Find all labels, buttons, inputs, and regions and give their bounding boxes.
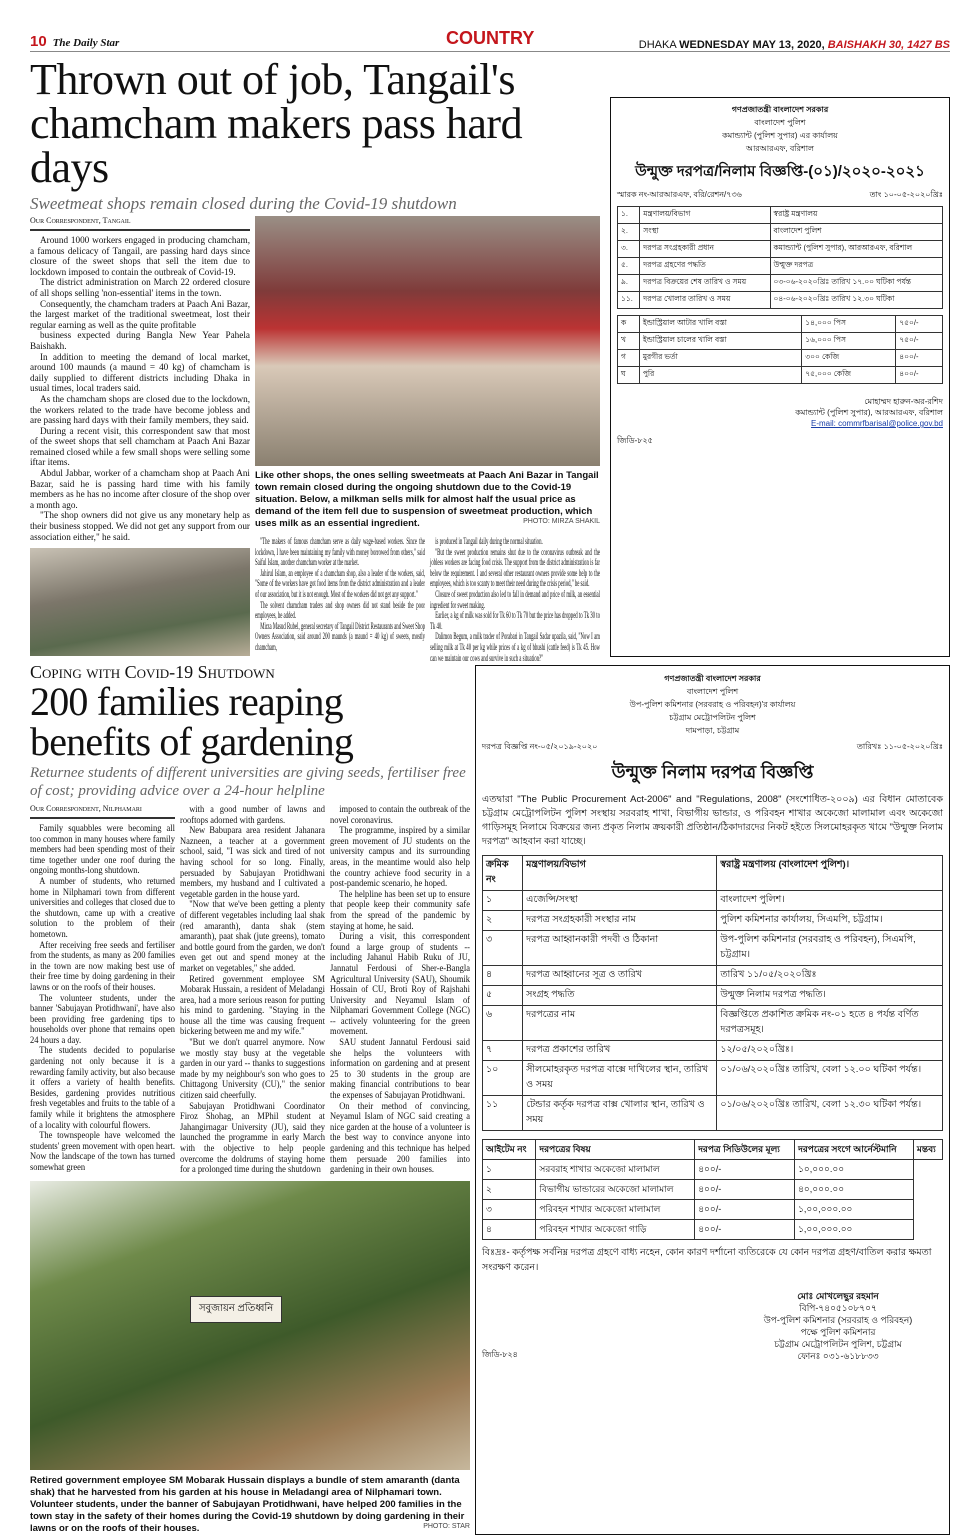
table-cell: ১০ (483, 1061, 523, 1096)
paragraph: New Babupara area resident Jahanara Nazneen, a teacher at a government school, said, "I was sick and tired of not having school for so long. Finally, persuaded by Sabujayan Protidhwani members, my husband and I cultivated a vegetable garden in the house yard. (180, 825, 325, 899)
paragraph: The programme, inspired by a similar green movement of JU students on the university campus and its surrounding areas, in the meantime would also help the country achieve food security in a post-pandemic scenario, he hoped. (330, 825, 470, 889)
ad1-email[interactable]: E-mail: commrfbarisal@police.gov.bd (810, 419, 943, 428)
article2-headline: 200 families reaping benefits of gardening (30, 679, 354, 764)
table-cell: পরিবহন শাখার অকেজো মালামাল (536, 1200, 695, 1220)
section-title: COUNTRY (440, 28, 540, 49)
ad1-signer: মোহাম্মদ হারুন-অর-রশিদ (864, 397, 943, 406)
ad2-signature (733, 1290, 943, 1362)
table-cell: দরপত্রের নাম (523, 1006, 717, 1041)
table-cell: বিভাগীয় ভান্ডারের অকেজো মালামাল (536, 1180, 695, 1200)
notice-line: বাংলাদেশ পুলিশ (686, 687, 739, 696)
notice-line: বাংলাদেশ পুলিশ (754, 118, 806, 127)
signature-line: উপ-পুলিশ কমিশনার (সরবরাহ ও পরিবহন) (763, 1315, 913, 1325)
paragraph: Sabujayan Protidhwani Coordinator Firoz Shohag, an MPhil student at Jahangirnagar University (JU), said they launched the programme in early March with the objective to help people overcome the doldrums of staying home for a prolonged time during the shutdown (180, 1100, 325, 1175)
table-row (618, 224, 943, 241)
paragraph: The townspeople have welcomed the students' green movement with open heart. Now the landscape of the town has turned somewhat green (30, 1130, 175, 1172)
paragraph: After receiving free seeds and fertiliser from the students, as many as 200 families in the town are now making best use of their free time by doing gardening in their lawns or on the roofs of their houses. (30, 939, 175, 992)
table-cell: ০৪-০৬-২০২০খ্রিঃ তারিখ ১২.৩০ ঘটিকা (770, 292, 942, 309)
table-cell: ১,০০,০০০.০০ (795, 1220, 914, 1240)
paragraph: The volunteer students, under the banner 'Sabujayan Protidhwani', have also been providing free gardening tips to households over phone that remains open 24 hours a day. (30, 992, 175, 1045)
dateline: DHAKA WEDNESDAY MAY 13, 2020, BAISHAKH 30, 1427 BS (638, 39, 950, 51)
table-cell: ৫. (618, 258, 640, 275)
table-row (483, 931, 943, 966)
table-cell: ১১ (483, 1096, 523, 1131)
table-cell: ৪০০/- (896, 367, 943, 384)
table-cell: দরপত্র খোলার তারিখ ও সময় (640, 292, 770, 309)
table-cell: পুরি (639, 367, 801, 384)
table-cell: খ (618, 333, 640, 350)
table-cell: ০১/০৬/২০২০খ্রিঃ তারিখ, বেলা ১২.৩০ ঘটিকা পর্যন্ত। (717, 1096, 943, 1131)
paragraph: During a visit, this correspondent found a large group of students -- including Jahanul Habib Ruku of JU, Jannatul Ferdousi of Sher-e-Bangla Agricultural University (SAU), Shoumik Hossain of CU, Broti Roy of Rajshahi University and Neyamul Islam of Nilphamari Government College (NGC) -- actively volunteering for the green movement. (330, 931, 470, 1037)
table-cell: ৭৫,০০০ কেজি (802, 367, 896, 384)
table-cell: ক (618, 316, 640, 333)
paragraph: business expected during Bangla New Year Pahela Baishakh. (30, 330, 250, 351)
table-cell: পুলিশ কমিশনার কার্যালয়, সিএমপি, চট্টগ্রাম। (717, 911, 943, 931)
article2 (30, 662, 470, 1535)
article1-right-area (255, 216, 600, 663)
ad1-date: তাং ১০-০৫-২০২০খ্রিঃ (869, 190, 943, 199)
notice-line: উপ-পুলিশ কমিশনার (সরবরাহ ও পরিবহন)'র কার্যালয় (629, 700, 796, 709)
table-cell: ১২/০৫/২০২০খ্রিঃ। (717, 1041, 943, 1061)
paragraph: Closure of sweet production also led to fall in demand and price of milk, an essential ingredient for sweet making. (430, 588, 600, 610)
table-cell: ১০,০০০.০০ (795, 1160, 914, 1180)
signature-line: পক্ষে পুলিশ কমিশনার (800, 1327, 876, 1337)
article2-left-column (30, 804, 175, 1175)
table-cell: দরপত্র বিক্রয়ের শেষ তারিখ ও সময় (640, 275, 770, 292)
table-cell: ৪ (483, 1220, 536, 1240)
paragraph: "The shop owners did not give us any monetary help as their business stopped. We did not get any support from our association either," he said. (30, 510, 250, 542)
paragraph: Around 1000 workers engaged in producing chamcham, a famous delicacy of Tangail, are passing hard days since closure of the sweet shops that sell the item due to lockdown imposed to contain the outbreak of Covid-19. (30, 235, 250, 277)
paragraph: Consequently, the chamcham traders at Paach Ani Bazar, the largest market of the traditional sweetmeat, lost their regular earning as well as the quite profitable (30, 298, 250, 330)
ad1-items-table (617, 315, 943, 384)
ad2-date: তারিখঃ ১১-০৫-২০২০খ্রিঃ (856, 742, 943, 751)
notice-line: চট্টগ্রাম মেট্রোপলিটন পুলিশ (669, 713, 756, 722)
paragraph: During a recent visit, this correspondent saw that most of the sweet shops that sell chamcham at Paach Ani Bazar remained closed while a few small shops were selling some iftar items. (30, 425, 250, 468)
table-cell: দরপত্র সংগ্রহকারী প্রধান (640, 241, 770, 258)
signature-line: বিপি-৭৪০৫১০৮৭০৭ (799, 1303, 877, 1313)
table-cell: ১১. (618, 292, 640, 309)
paragraph: with a good number of lawns and rooftops adorned with gardens. (180, 804, 325, 825)
table-header-cell: স্বরাষ্ট্র মন্ত্রণালয় (বাংলাদেশ পুলিশ)। (717, 856, 943, 891)
table-cell: গ (618, 350, 640, 367)
paragraph: In addition to meeting the demand of local market, around 100 maunds (a maund = 40 kg) of chamcham is daily supplied to different districts including Dhaka in usual times, local traders said. (30, 351, 250, 394)
table-cell: ১৪,০০০ পিস (802, 316, 896, 333)
table-row (483, 1096, 943, 1131)
ad2-code: জিডি-৮২৪ (482, 1350, 518, 1359)
table-cell: ১ (483, 891, 523, 911)
paragraph: is produced in Tangail daily during the normal situation. (435, 536, 543, 546)
table-cell: ৭৫০/- (896, 316, 943, 333)
article1 (30, 55, 600, 663)
table-cell: ৪০০/- (695, 1220, 795, 1240)
article1-byline: Our Correspondent, Tangail (30, 216, 250, 231)
table-row (483, 1061, 943, 1096)
article1-left-column (30, 216, 250, 656)
table-row (483, 986, 943, 1006)
table-row (618, 241, 943, 258)
ad1-info-table (617, 206, 943, 309)
paragraph: Abdul Jabbar, worker of a chamcham shop at Paach Ani Bazar, said he is passing hard time with his family members as he has no income after closure of the shop over a month ago. (30, 468, 250, 510)
table-cell: ৪০,০০০.০০ (795, 1180, 914, 1200)
table-header-cell: মন্তব্য (913, 1140, 942, 1160)
article1-deck: Sweetmeat shops remain closed during the Covid-19 shutdown (30, 194, 457, 213)
table-cell: ৩. (618, 241, 640, 258)
paragraph: "But we don't quarrel anymore. Now we mostly stay busy at the vegetable garden in our yard -- thanks to suggestions made by my neighbour's son who goes to Chittagong University (CU)," the senior citizen said cheerfully. (180, 1037, 325, 1101)
garden-photo (30, 1181, 470, 1470)
table-cell: সংগ্রহ পদ্ধতি (523, 986, 717, 1006)
paragraph: Retired government employee SM Mobarak Hussain, a resident of Meladangi area, had a more serious reason for putting his mind to gardening. "Staying in the house all the time was causing frequent bickering between me and my wife." (180, 973, 325, 1037)
table-cell: ৪০০/- (896, 350, 943, 367)
table-cell: ৭ (483, 1041, 523, 1061)
ad2-memo: দরপত্র বিজ্ঞপ্তি নং-০৫/২০১৯-২০২০ (482, 742, 598, 751)
notice-line: গণপ্রজাতন্ত্রী বাংলাদেশ সরকার (731, 105, 829, 114)
paragraph: Mirza Masud Rubel, general secretary of Tangail District Restaurants and Sweet Shop Owners Association, said around 200 maunds (a maund = 40 kg) of sweets, mostly chamcham, (255, 620, 425, 652)
ad2-intro: এতদ্বারা "The Public Procurement Act-2006" and "Regulations, 2008" (সংশোধিত-২০০৯) এর বিধান মোতাবেক চট্টগ্রাম মেট্রোপলিটন পুলিশ সংস্থায় সরবরাহ শাখা, বিভাগীয় ভান্ডার, ও পরিবহন শাখার অকেজো মালামাল এবং অকেজো গাড়িসমূহ নিলামে বিক্রয়ের জন্য প্রকৃত নিলাম ক্রয়কারী প্রতিষ্ঠান/ঠিকাদারদের নিকট হইতে সিলমোহরকৃত খামে "উন্মুক্ত নিলাম দরপত্র" আহবান করা যাচ্ছে। (482, 794, 943, 847)
table-row (483, 911, 943, 931)
table-cell: বাংলাদেশ পুলিশ। (717, 891, 943, 911)
paragraph: Family squabbles were becoming all too common in many houses where family members had been spending most of their time together under one roof during the ongoing months-long shutdown. (30, 823, 175, 876)
paragraph: "But the sweet production remains shut due to the coronavirus outbreak and the jobless workers are facing food crisis. The support from the district administration is far below the requirement. I and several other restaurant owners provide some help to the employees, which is too scanty to meet their need during the crisis period," he said. (430, 546, 600, 589)
notice-line: আরআরএফ, বরিশাল (746, 144, 814, 153)
table-cell: তারিখ ১১/০৫/২০২০খ্রিঃ (717, 966, 943, 986)
paragraph: As the chamcham shops are closed due to the lockdown, the workers related to the trade have become jobless and are passing hard days with their family members, they said. (30, 393, 250, 426)
table-cell: ৫ (483, 986, 523, 1006)
table-cell: ঘ (618, 367, 640, 384)
table-cell: টেন্ডার কর্তৃক দরপত্র বাক্স খোলার স্থান, তারিখ ও সময় (523, 1096, 717, 1131)
table-cell: ০১/০৬/২০২০খ্রিঃ তারিখ, বেলা ১২.০০ ঘটিকা পর্যন্ত। (717, 1061, 943, 1096)
article2-column-2 (180, 804, 325, 1175)
signature-line: চট্টগ্রাম মেট্রোপলিটন পুলিশ, চট্টগ্রাম (774, 1339, 902, 1349)
table-header-cell: ক্রমিক নং (483, 856, 523, 891)
article1-column-1 (30, 235, 250, 542)
paragraph: imposed to contain the outbreak of the novel coronavirus. (330, 804, 470, 825)
ad1-header (617, 104, 943, 156)
ad2-items-table (482, 1139, 943, 1240)
signature-line: ফোনঃ ০৩১-৬১৮৮৩৩ (797, 1351, 879, 1361)
table-row (618, 275, 943, 292)
table-cell: ১. (618, 207, 640, 224)
table-cell: সংস্থা (640, 224, 770, 241)
page-header (30, 30, 950, 52)
milkman-photo (30, 548, 250, 656)
table-header-cell: দরপত্র সিডিউলের মূল্য (695, 1140, 795, 1160)
table-row (618, 207, 943, 224)
sweet-shop-photo (255, 216, 600, 466)
paragraph: The helpline has been set up to ensure that people keep their community safe from the spread of the pandemic by staying at home, he said. (330, 888, 470, 931)
paragraph: The district administration on March 22 ordered closure of all shops selling 'non-essential' items in the town. (30, 277, 250, 298)
table-cell: ৩ (483, 1200, 536, 1220)
table-cell: ৪০০/- (695, 1160, 795, 1180)
ad2-info-table (482, 855, 943, 1131)
paragraph: On their method of convincing, Neyamul Islam of NGC said creating a nice garden at the house of a volunteer is the best way to convince anyone into gardening and this technique has helped them persuade 200 families into gardening in their own houses. (330, 1100, 470, 1175)
table-cell: স্বরাষ্ট্র মন্ত্রণালয় (770, 207, 942, 224)
table-cell: ৬ (483, 1006, 523, 1041)
paragraph: A number of students, who returned home in Nilphamari town from different universities and colleges that closed due to the shutdown, came up with a creative solution to the problem of their hometown. (30, 875, 175, 939)
table-cell: ইন্ডাস্ট্রিয়াল চালের খালি বস্তা (639, 333, 801, 350)
table-cell: বাংলাদেশ পুলিশ (770, 224, 942, 241)
table-cell: দরপত্র আহ্বানের সূত্র ও তারিখ (523, 966, 717, 986)
table-row (483, 1041, 943, 1061)
table-header-cell: দরপত্রের বিষয় (536, 1140, 695, 1160)
table-cell: ৪০০/- (695, 1200, 795, 1220)
table-cell: কমান্ড্যান্ট (পুলিশ সুপার), আরআরএফ, বরিশাল (770, 241, 942, 258)
paragraph: Earlier, a kg of milk was sold for Tk 60 to Tk 70 but the price has dropped to Tk 30 to Tk 40. (430, 610, 600, 631)
table-cell: ১ (483, 1160, 536, 1180)
ad1-signer-title: কমান্ড্যান্ট (পুলিশ সুপার), আরআরএফ, বরিশাল (795, 408, 943, 417)
table-row (618, 367, 943, 384)
table-cell: দরপত্র সংগ্রহকারী সংস্থার নাম (523, 911, 717, 931)
table-cell: মুরগীর ভর্তা (639, 350, 801, 367)
table-row (483, 1200, 943, 1220)
notice-line: গণপ্রজাতন্ত্রী বাংলাদেশ সরকার (664, 674, 761, 683)
article2-kicker: Coping with Covid-19 Shutdown (30, 662, 275, 682)
table-header-cell: আইটেম নং (483, 1140, 536, 1160)
table-cell: ২ (483, 911, 523, 931)
table-cell: উপ-পুলিশ কমিশনার (সরবরাহ ও পরিবহন), সিএমপি, চট্টগ্রাম। (717, 931, 943, 966)
table-cell: ১৬,০০০ পিস (802, 333, 896, 350)
table-cell: ২. (618, 224, 640, 241)
paragraph: The solvent chamcham traders and shop owners did not stand beside the poor employees, he added. (255, 599, 425, 621)
table-cell: ১,০০,০০০.০০ (795, 1200, 914, 1220)
article2-column-3 (330, 804, 470, 1175)
table-header-cell: মন্ত্রণালয়/বিভাগ (523, 856, 717, 891)
notice-line: কমান্ড্যান্ট (পুলিশ সুপার) এর কার্যালয় (722, 131, 838, 140)
table-cell: দরপত্র প্রকাশের তারিখ (523, 1041, 717, 1061)
table-cell: ৩০০ কেজি (802, 350, 896, 367)
paragraph: SAU student Jannatul Ferdousi said she helps the volunteers with information on gardening and at present 25 to 30 students in the group are making financial contributions to bear the expenses of Sabujayan Protidhwani. (330, 1037, 470, 1101)
table-cell: পরিবহন শাখার অকেজো গাড়ি (536, 1220, 695, 1240)
article1-column-3 (430, 536, 600, 663)
article2-caption: Retired government employee SM Mobarak Hussain displays a bundle of stem amaranth (danta shak) that he harvested from his garden at his house in Meladangi area of Nilphamari town. Volunteer students, under the banner of Sabujayan Protidhwani, have helped 200 families in the town stay in the safety of their homes during the Covid-19 shutdown by doing gardening in their lawns or on the roofs of their houses. PHOTO: STAR (30, 1475, 470, 1534)
table-row (618, 292, 943, 309)
table-cell: ৪ (483, 966, 523, 986)
table-row (618, 333, 943, 350)
table-cell: মন্ত্রণালয়/বিভাগ (640, 207, 770, 224)
paragraph: "The makers of famous chamcham serve as daily wage-based workers. Since the lockdown, I have been maintaining my family with money borrowed from others," said Saiful Islam, another chamcham worker at the market. (255, 536, 425, 568)
table-cell: সীলমোহরকৃত দরপত্র বাক্সে দাখিলের স্থান, তারিখ ও সময় (523, 1061, 717, 1096)
article1-caption: Like other shops, the ones selling sweetmeats at Paach Ani Bazar in Tangail town remain closed during the ongoing shutdown due to the Covid-19 situation. Below, a milkman sells milk for almost half the usual price as demand of the item fell due to suspension of sweetmeat production, which uses milk as an essential ingredient. PHOTO: MIRZA SHAKIL (255, 470, 600, 529)
sabujayan-sign: সবুজায়ন প্রতিধ্বনি (190, 1296, 282, 1323)
table-row (483, 1220, 943, 1240)
table-cell: সরবরাহ শাখার অকেজো মালামাল (536, 1160, 695, 1180)
table-row (483, 1180, 943, 1200)
paper-logo: The Daily Star (52, 37, 120, 49)
ad1-title: উন্মুক্ত দরপত্র/নিলাম বিজ্ঞপ্তি-(০১)/২০২০-২০২১ (635, 163, 925, 180)
table-cell: ইন্ডাস্ট্রিয়াল আটার খালি বস্তা (639, 316, 801, 333)
ad2-header (482, 672, 943, 737)
signature-line: মোঃ মোখলেছুর রহমান (797, 1291, 879, 1301)
table-header-cell: দরপত্রের সংগে আর্নেস্টমানি (795, 1140, 914, 1160)
table-cell: উন্মুক্ত নিলাম দরপত্র পদ্ধতি। (717, 986, 943, 1006)
ad1-memo: স্মারক নং-আরআরএফ, বরি/রেশন/৭৩৬ (617, 190, 742, 199)
article2-column-1 (30, 823, 175, 1173)
article2-deck: Returnee students of different universities are giving seeds, fertiliser free of cost; providing advice over a 24-hour helpline (30, 765, 466, 799)
ad1-code: জিডি-৮২৫ (617, 436, 653, 445)
tender-notice-chattogram (475, 665, 950, 1535)
ad2-title: উন্মুক্ত নিলাম দরপত্র বিজ্ঞপ্তি (611, 762, 814, 782)
table-cell: বিজ্ঞপ্তিতে প্রকাশিত ক্রমিক নং-০১ হতে ৪ পর্যন্ত বর্ণিত দরপত্রসমূহ। (717, 1006, 943, 1041)
tender-notice-barisal (610, 97, 950, 657)
table-cell: উন্মুক্ত দরপত্র (770, 258, 942, 275)
table-cell: ৩ (483, 931, 523, 966)
paragraph: The students decided to popularise gardening not only because it is a rewarding family activity, but also because it offers a variety of health benefits. Besides, gardening provides nutritious fresh vegetables and fruits to the table of a family while it brightens the atmosphere of a locality with colourful flowers. (30, 1045, 175, 1130)
table-cell: দরপত্র গ্রহণের পদ্ধতি (640, 258, 770, 275)
table-row (618, 350, 943, 367)
table-row (618, 316, 943, 333)
table-row (483, 1160, 943, 1180)
table-cell: ৪০০/- (695, 1180, 795, 1200)
table-cell: এজেন্সি/সংস্থা (523, 891, 717, 911)
article1-column-2 (255, 536, 425, 653)
table-cell: ৭৫০/- (896, 333, 943, 350)
page-number: 10 (30, 33, 47, 50)
table-row (618, 258, 943, 275)
table-cell: ২ (483, 1180, 536, 1200)
paragraph: "Now that we've been getting a plenty of different vegetables including laal shak (red amaranth), danta shak (stem amaranth), paat shak (jute greens), tomato and bottle gourd from the garden, we don't even get out and spend money at the market on vegetables," she added. (180, 899, 325, 973)
ad2-note: বিঃদ্রঃ- কর্তৃপক্ষ সর্বনিম্ন দরপত্র গ্রহণে বাধ্য নহেন, কোন কারণ দর্শানো ব্যতিরেকে যে কোন দরপত্র গ্রহণ/বাতিল করার ক্ষমতা সংরক্ষণ করেন। (482, 1247, 932, 1273)
table-cell: দরপত্র আহ্বানকারী পদবী ও ঠিকানা (523, 931, 717, 966)
table-row (483, 966, 943, 986)
paragraph: Dalimon Begum, a milk trader of Porabari in Tangail Sadar upazila, said, "Now I am selling milk at Tk 40 per kg while prices of a kg of bhushi (cattle feed) is Tk 45. How can we maintain our cows and survive in such a situation?" (430, 631, 600, 663)
table-cell: ০৩-০৬-২০২০খ্রিঃ তারিখ ১৭.০০ ঘটিকা পর্যন্ত (770, 275, 942, 292)
paragraph: Jahirul Islam, an employee of a chamcham shop, also a leader of the workers, said, "Some of the workers have got food items from the district administration and a leader of our association, but it is not enough. Most of the workers did not get any support." (255, 567, 425, 599)
article1-headline: Thrown out of job, Tangail's chamcham makers pass hard days (30, 55, 523, 192)
table-row (483, 1006, 943, 1041)
table-row (483, 891, 943, 911)
article2-byline: Our Correspondent, Nilphamari (30, 804, 175, 819)
table-cell: ৯. (618, 275, 640, 292)
notice-line: দামপাড়া, চট্টগ্রাম (685, 726, 740, 735)
